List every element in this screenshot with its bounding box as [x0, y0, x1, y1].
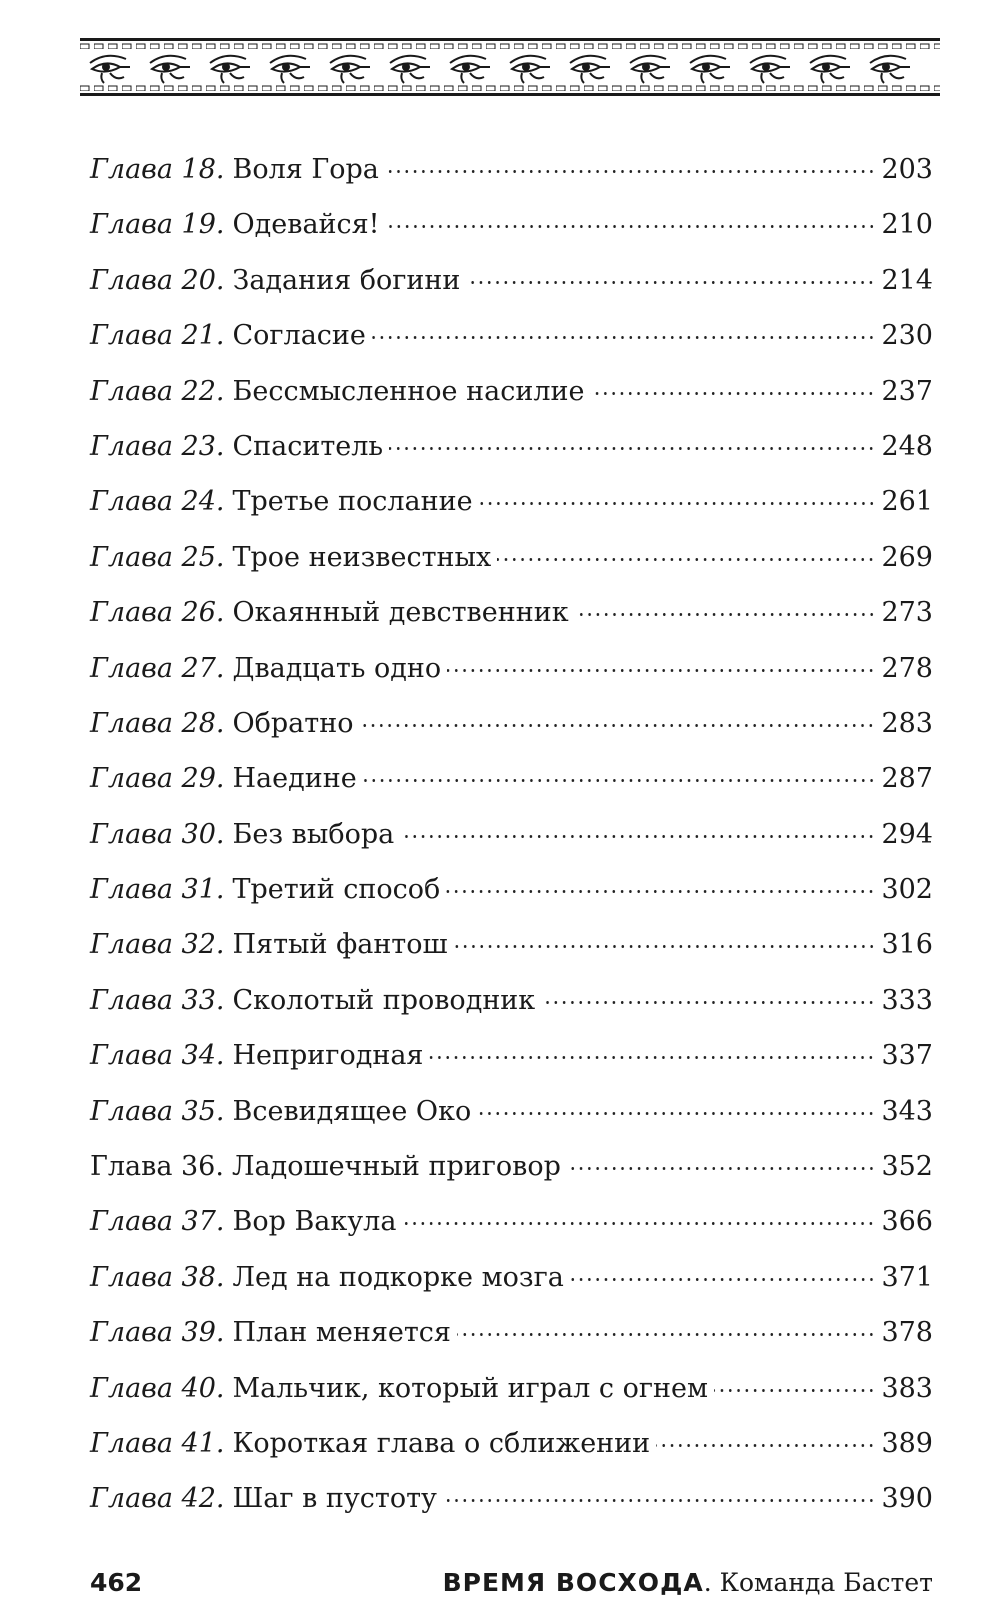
chapter-page: 316 — [881, 929, 933, 961]
dot-leader — [372, 336, 876, 339]
chapter-label: Глава 24. — [90, 486, 225, 518]
chapter-page: 269 — [881, 541, 933, 573]
toc-entry — [90, 474, 933, 529]
dot-leader — [400, 835, 875, 838]
chapter-title: Третий способ — [232, 874, 441, 906]
chapter-page: 273 — [881, 597, 933, 629]
chapter-title: Окаянный девственник — [232, 597, 569, 629]
dot-leader — [656, 1444, 875, 1447]
chapter-title: Непригодная — [232, 1040, 424, 1072]
chapter-label: Глава 32. — [90, 929, 225, 961]
chapter-label: Глава 23. — [90, 430, 225, 462]
chapter-page: 383 — [881, 1372, 933, 1404]
toc-entry — [90, 253, 933, 308]
toc-entry — [90, 1084, 933, 1139]
chapter-page: 337 — [881, 1040, 933, 1072]
toc-entry — [90, 1305, 933, 1360]
chapter-title: Лед на подкорке мозга — [232, 1261, 564, 1293]
toc-entry — [90, 419, 933, 474]
toc-entry — [90, 917, 933, 972]
toc-entry — [90, 1139, 933, 1194]
chapter-title: Трое неизвестных — [232, 541, 492, 573]
chapter-title: Воля Гора — [232, 154, 379, 185]
chapter-page: 371 — [881, 1261, 933, 1293]
table-of-contents — [90, 142, 933, 1527]
toc-entry — [90, 364, 933, 419]
chapter-title: Пятый фантош — [232, 929, 448, 961]
chapter-page: 248 — [881, 430, 933, 462]
dot-leader — [541, 1001, 875, 1004]
chapter-label: Глава 19. — [90, 209, 225, 241]
dot-leader — [443, 1499, 876, 1502]
chapter-title: Сколотый проводник — [232, 984, 536, 1016]
toc-entry — [90, 1028, 933, 1083]
toc-entry — [90, 1471, 933, 1526]
chapter-title: Обратно — [232, 707, 354, 739]
chapter-page: 390 — [881, 1483, 933, 1515]
chapter-label: Глава 30. — [90, 818, 225, 850]
chapter-title: Без выбора — [232, 818, 395, 850]
chapter-title: Ладошечный приговор — [231, 1151, 561, 1183]
chapter-page: 378 — [881, 1317, 933, 1349]
toc-entry — [90, 1194, 933, 1249]
chapter-title: Двадцать одно — [232, 652, 442, 684]
dot-leader — [590, 392, 875, 395]
chapter-label: Глава 22. — [90, 375, 225, 407]
chapter-title: Одевайся! — [232, 209, 380, 241]
chapter-page: 261 — [881, 486, 933, 518]
chapter-label: Глава 41. — [90, 1427, 225, 1459]
toc-entry — [90, 197, 933, 252]
dot-leader — [466, 281, 875, 284]
chapter-label: Глава 18. — [90, 154, 225, 185]
chapter-page: 214 — [881, 264, 933, 296]
toc-entry — [90, 862, 933, 917]
toc-entry — [90, 751, 933, 806]
toc-entry — [90, 308, 933, 363]
dot-leader — [389, 447, 875, 450]
toc-entry — [90, 973, 933, 1028]
dot-leader — [402, 1222, 875, 1225]
page-number: 462 — [90, 1568, 143, 1597]
chapter-label: Глава 27. — [90, 652, 225, 684]
chapter-title: Короткая глава о сближении — [232, 1427, 651, 1459]
dot-leader — [479, 502, 876, 505]
running-title — [443, 1568, 933, 1597]
book-title: ВРЕМЯ ВОСХОДА — [442, 1568, 704, 1597]
chapter-title: Вор Вакула — [232, 1206, 397, 1238]
book-subtitle: Команда Бастет — [719, 1568, 933, 1597]
dot-leader — [359, 724, 875, 727]
chapter-label: Глава 21. — [90, 320, 225, 352]
chapter-page: 230 — [881, 320, 933, 352]
chapter-label: Глава 28. — [90, 707, 225, 739]
chapter-label: Глава 26. — [90, 597, 225, 629]
chapter-title: Спаситель — [232, 430, 384, 462]
chapter-title: Бессмысленное насилие — [232, 375, 585, 407]
toc-entry — [90, 1361, 933, 1416]
dot-leader — [567, 1167, 876, 1170]
dot-leader — [575, 613, 876, 616]
dot-leader — [429, 1056, 875, 1059]
chapter-title: Согласие — [232, 320, 366, 352]
chapter-label: Глава 20. — [90, 264, 225, 296]
chapter-page: 343 — [881, 1095, 933, 1127]
chapter-label: Глава 40. — [90, 1372, 225, 1404]
dot-leader — [714, 1389, 875, 1392]
toc-entry — [90, 585, 933, 640]
toc-entry — [90, 142, 933, 197]
chapter-label: Глава 29. — [90, 763, 225, 795]
chapter-page: 294 — [881, 818, 933, 850]
toc-entry — [90, 530, 933, 585]
dot-leader — [477, 1112, 875, 1115]
toc-entry — [90, 1416, 933, 1471]
dot-leader — [363, 779, 876, 782]
dot-leader — [386, 225, 876, 228]
dot-leader — [447, 669, 875, 672]
eye-of-horus-border — [80, 38, 940, 96]
chapter-page: 203 — [881, 154, 933, 185]
chapter-page: 366 — [881, 1206, 933, 1238]
dot-leader — [454, 945, 876, 948]
chapter-label: Глава 36. — [90, 1151, 224, 1183]
toc-entry — [90, 1250, 933, 1305]
chapter-label: Глава 37. — [90, 1206, 225, 1238]
chapter-label: Глава 34. — [90, 1040, 225, 1072]
chapter-label: Глава 39. — [90, 1317, 225, 1349]
chapter-label: Глава 35. — [90, 1095, 225, 1127]
chapter-title: Наедине — [232, 763, 357, 795]
chapter-title: Третье послание — [232, 486, 473, 518]
chapter-title: Мальчик, который играл с огнем — [232, 1372, 708, 1404]
dot-leader — [497, 558, 875, 561]
dot-leader — [446, 890, 875, 893]
chapter-page: 237 — [881, 375, 933, 407]
chapter-page: 210 — [881, 209, 933, 241]
chapter-title: План меняется — [232, 1317, 451, 1349]
title-separator: . — [703, 1568, 712, 1597]
chapter-page: 287 — [881, 763, 933, 795]
chapter-label: Глава 31. — [90, 874, 225, 906]
chapter-label: Глава 38. — [90, 1261, 225, 1293]
toc-entry — [90, 807, 933, 862]
chapter-page: 352 — [881, 1151, 933, 1183]
chapter-page: 278 — [881, 652, 933, 684]
toc-entry — [90, 641, 933, 696]
chapter-title: Всевидящее Око — [232, 1095, 472, 1127]
chapter-label: Глава 25. — [90, 541, 225, 573]
chapter-page: 283 — [881, 707, 933, 739]
chapter-label: Глава 42. — [90, 1483, 225, 1515]
chapter-page: 333 — [881, 984, 933, 1016]
chapter-label: Глава 33. — [90, 984, 225, 1016]
toc-entry — [90, 696, 933, 751]
chapter-title: Задания богини — [232, 264, 461, 296]
dot-leader — [385, 170, 876, 173]
dot-leader — [570, 1278, 876, 1281]
dot-leader — [457, 1333, 876, 1336]
page-footer — [90, 1568, 933, 1597]
chapter-page: 302 — [881, 874, 933, 906]
chapter-title: Шаг в пустоту — [232, 1483, 437, 1515]
chapter-page: 389 — [881, 1427, 933, 1459]
